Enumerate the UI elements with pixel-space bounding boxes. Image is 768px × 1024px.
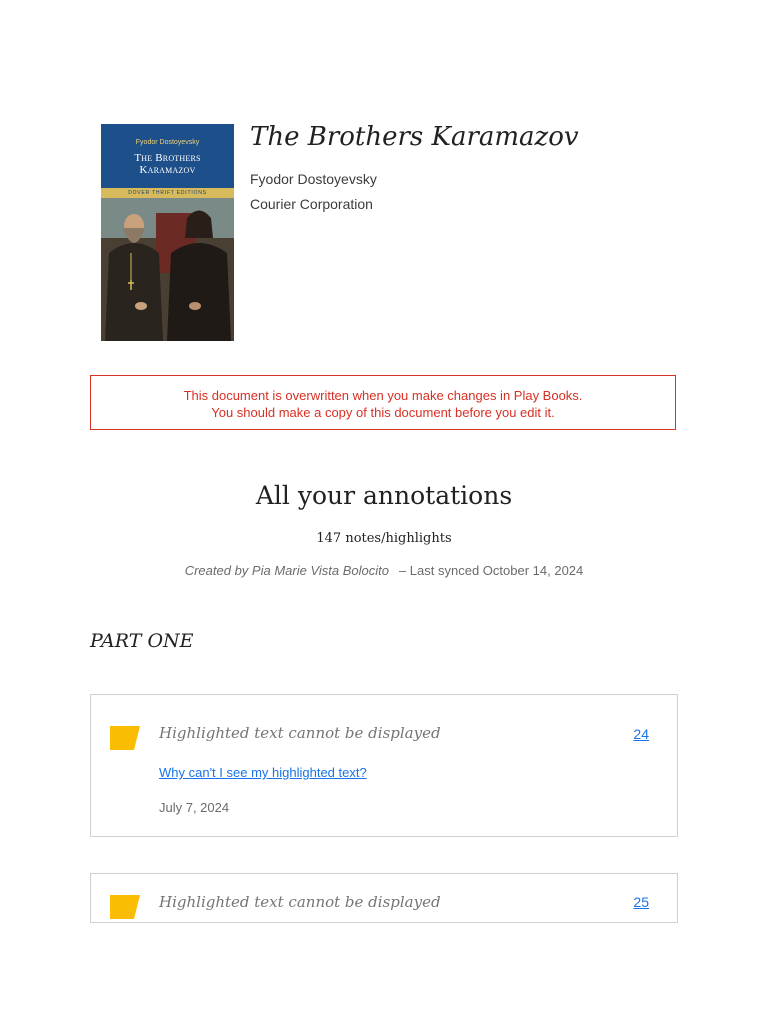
book-title: The Brothers Karamazov	[250, 122, 579, 152]
warning-line-1: This document is overwritten when you make changes in Play Books.	[183, 388, 583, 403]
book-publisher: Courier Corporation	[250, 196, 373, 212]
annotations-heading: All your annotations	[255, 481, 513, 510]
section-title: PART ONE	[90, 630, 194, 652]
annotation-card	[90, 873, 678, 923]
highlight-text: Highlighted text cannot be displayed	[159, 724, 441, 742]
cover-title-line-2: Karamazov	[139, 164, 196, 176]
annotation-date: July 7, 2024	[159, 800, 230, 815]
cover-title-line-1: The Brothers	[134, 152, 201, 164]
book-cover	[101, 124, 234, 341]
annotations-count: 147 notes/highlights	[316, 531, 452, 546]
help-link[interactable]: Why can't I see my highlighted text?	[159, 765, 367, 780]
page-number-link[interactable]: 24	[633, 726, 649, 742]
page-number-link[interactable]: 25	[633, 894, 649, 910]
overwrite-warning	[90, 375, 676, 430]
highlight-text: Highlighted text cannot be displayed	[159, 893, 441, 911]
highlight-icon	[110, 895, 140, 919]
cover-title	[101, 152, 234, 176]
cover-painting	[101, 198, 234, 341]
cover-series-band: DOVER THRIFT EDITIONS	[101, 188, 234, 198]
warning-line-2: You should make a copy of this document before you edit it.	[211, 405, 555, 420]
last-synced: – Last synced October 14, 2024	[398, 563, 584, 578]
annotation-card	[90, 694, 678, 837]
created-by: Created by Pia Marie Vista Bolocito	[184, 563, 389, 578]
cover-author: Fyodor Dostoyevsky	[135, 139, 200, 146]
highlight-icon	[110, 726, 140, 750]
annotations-meta	[0, 563, 768, 578]
book-author: Fyodor Dostoyevsky	[250, 171, 377, 187]
